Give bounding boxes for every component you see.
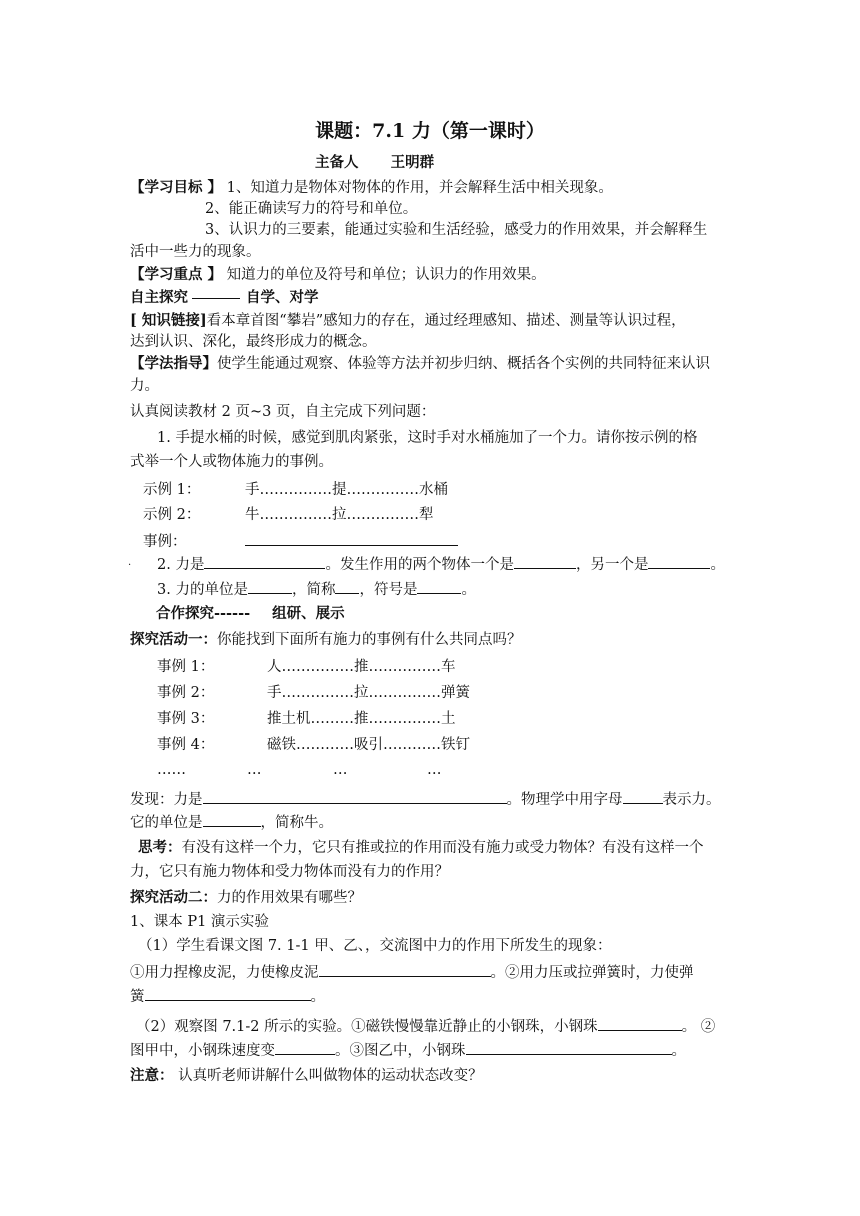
answer-blank[interactable] (648, 553, 710, 569)
case-4 (157, 735, 470, 755)
answer-blank[interactable] (466, 1039, 672, 1055)
method-label: 【学法指导】 (130, 355, 217, 372)
answer-blank[interactable] (417, 578, 461, 594)
observation-line-2 (130, 985, 325, 1007)
example-1 (143, 480, 448, 500)
key-points (130, 265, 546, 285)
method-text-1: 使学生能通过观察、体验等方法并初步归纳、概括各个实例的共同特征来认识 (217, 356, 710, 372)
case-label: 事例 1： (157, 659, 215, 675)
finding-text-e: ，简称牛。 (260, 815, 333, 831)
observation-1: （1）学生看课文图 7. 1-1 甲、乙、，交流图中力的作用下所发生的现象： (138, 938, 612, 954)
self-study-heading (130, 288, 319, 308)
ellipsis-row (157, 760, 442, 780)
key-text: 知道力的单位及符号和单位；认识力的作用效果。 (222, 267, 546, 283)
obs3-text-b: 。③图乙中，小钢珠 (335, 1043, 466, 1059)
question-3 (157, 578, 476, 600)
case-label: 事例 2： (157, 685, 215, 701)
case-label: 事例 3： (157, 711, 215, 727)
answer-blank[interactable] (275, 1039, 335, 1055)
answer-blank[interactable] (623, 788, 663, 804)
case-2 (157, 683, 470, 703)
obs2-text-b: 。 ② (681, 1019, 716, 1035)
think-line-2: 力，它只有施力物体和受力物体而没有力的作用？ (130, 864, 449, 880)
question-2 (157, 553, 725, 575)
coop-label: 合作探究------ (156, 605, 251, 622)
coop-sub: 组研、展示 (272, 605, 345, 622)
ellipsis: …… (157, 762, 186, 778)
example-1-text: 手……………提……………水桶 (245, 482, 448, 498)
think-line-1 (138, 838, 704, 858)
q3-text-c: ，符号是 (359, 582, 418, 598)
case-text: 人……………推……………车 (267, 659, 456, 675)
stray-dot: . (128, 557, 132, 568)
author-name: 王明群 (390, 154, 435, 171)
self-study-label: 自主探究 (130, 289, 188, 306)
answer-blank[interactable] (203, 811, 261, 827)
obs3-text-c: 。 (671, 1043, 686, 1059)
answer-blank[interactable] (204, 553, 325, 569)
link-line-1 (130, 311, 686, 331)
example-2-text: 牛……………拉……………犁 (245, 507, 434, 523)
goal-3a: 3、认识力的三要素，能通过实验和生活经验，感受力的作用效果，并会解释生 (205, 222, 708, 238)
observation-2 (136, 1015, 715, 1037)
q3-text-a: 3. 力的单位是 (157, 582, 248, 598)
q2-text-c: ，另一个是 (575, 557, 649, 573)
method-line-1 (130, 354, 710, 374)
link-text-1: 看本章首图“攀岩”感知力的存在，通过经理感知、描述、测量等认识过程， (206, 313, 686, 329)
goal-1: 1、知道力是物体对物体的作用，并会解释生活中相关现象。 (222, 180, 613, 196)
obs2-text-a: （2）观察图 7.1-2 所示的实验。①磁铁慢慢靠近静止的小钢珠，小钢珠 (136, 1019, 598, 1035)
case-label: 事例 4： (157, 737, 215, 753)
q2-text-d: 。 (710, 557, 725, 573)
example-2-label: 示例 2： (143, 507, 201, 523)
author-line (315, 153, 434, 173)
goal-2: 2、能正确读写力的符号和单位。 (205, 201, 418, 217)
dash-divider (192, 298, 240, 299)
answer-blank[interactable] (203, 788, 507, 804)
obs-text-d: 。 (310, 989, 325, 1005)
self-study-sub: 自学、对学 (246, 289, 319, 306)
observation-line-1 (130, 961, 694, 983)
obs-text-c: 簧 (130, 989, 145, 1005)
answer-blank[interactable] (145, 985, 311, 1001)
finding-text-d: 它的单位是 (130, 815, 203, 831)
activity-2-text: 力的作用效果有哪些？ (217, 890, 362, 906)
finding-text-a: 发现：力是 (130, 792, 203, 808)
q2-text-b: 。发生作用的两个物体一个是 (325, 557, 514, 573)
think-text-1: 有没有这样一个力，它只有推或拉的作用而没有施力或受力物体？有没有这样一个 (181, 840, 704, 856)
finding-text-b: 。物理学中用字母 (506, 792, 623, 808)
answer-blank[interactable] (319, 961, 491, 977)
example-1-label: 示例 1： (143, 482, 201, 498)
goals-line-1 (130, 178, 613, 198)
q3-text-d: 。 (461, 582, 476, 598)
q3-text-b: ，简称 (291, 582, 336, 598)
answer-blank[interactable] (598, 1015, 682, 1031)
activity-1-label: 探究活动一： (130, 631, 217, 648)
ellipsis: … (333, 762, 348, 778)
ellipsis: … (427, 762, 442, 778)
think-label: 思考： (138, 839, 182, 856)
example-3-label: 事例： (143, 534, 187, 550)
activity-1-text: 你能找到下面所有施力的事例有什么共同点吗？ (217, 632, 522, 648)
case-text: 推土机………推……………土 (267, 711, 456, 727)
obs-text-a: ①用力捏橡皮泥，力使橡皮泥 (130, 965, 319, 981)
example-2 (143, 505, 434, 525)
key-label: 【学习重点 】 (130, 266, 223, 283)
answer-blank[interactable] (245, 530, 458, 546)
finding-text-c: 表示力。 (662, 792, 721, 808)
observation-3 (130, 1039, 686, 1061)
reading-instruction: 认真阅读教材 2 页~3 页，自主完成下列问题： (130, 404, 436, 420)
q2-text-a: 2. 力是 (157, 557, 205, 573)
answer-blank[interactable] (248, 578, 292, 594)
answer-blank[interactable] (335, 578, 359, 594)
activity-2-label: 探究活动二： (130, 889, 217, 906)
demo-heading: 1、课本 P1 演示实验 (130, 914, 269, 930)
note-line (130, 1066, 483, 1086)
link-label: [ 知识链接] (130, 312, 207, 329)
method-line-2: 力。 (130, 378, 159, 394)
coop-heading (156, 604, 345, 624)
obs-text-b: 。②用力压或拉弹簧时，力使弹 (490, 965, 694, 981)
obs3-text-a: 图甲中，小钢珠速度变 (130, 1043, 275, 1059)
author-label: 主备人 (315, 154, 359, 171)
case-3 (157, 709, 456, 729)
activity-2 (130, 888, 362, 908)
goals-label: 【学习目标 】 (130, 179, 223, 196)
case-text: 磁铁…………吸引…………铁钉 (267, 737, 470, 753)
note-label: 注意： (130, 1067, 174, 1084)
example-3 (143, 530, 458, 552)
case-text: 手……………拉……………弹簧 (267, 685, 470, 701)
question-1a: 1. 手提水桶的时候，感觉到肌肉紧张，这时手对水桶施加了一个力。请你按示例的格 (157, 430, 698, 446)
answer-blank[interactable] (514, 553, 576, 569)
question-1b: 式举一个人或物体施力的事例。 (130, 454, 333, 470)
goal-3b: 活中一些力的现象。 (130, 244, 261, 260)
finding-line-1 (130, 788, 721, 810)
note-text: 认真听老师讲解什么叫做物体的运动状态改变？ (173, 1068, 483, 1084)
case-1 (157, 657, 456, 677)
finding-line-2 (130, 811, 333, 833)
ellipsis: … (247, 762, 262, 778)
page-title: 课题：7.1 力（第一课时） (315, 120, 545, 142)
activity-1 (130, 630, 522, 650)
link-line-2: 达到认识、深化，最终形成力的概念。 (130, 334, 377, 350)
